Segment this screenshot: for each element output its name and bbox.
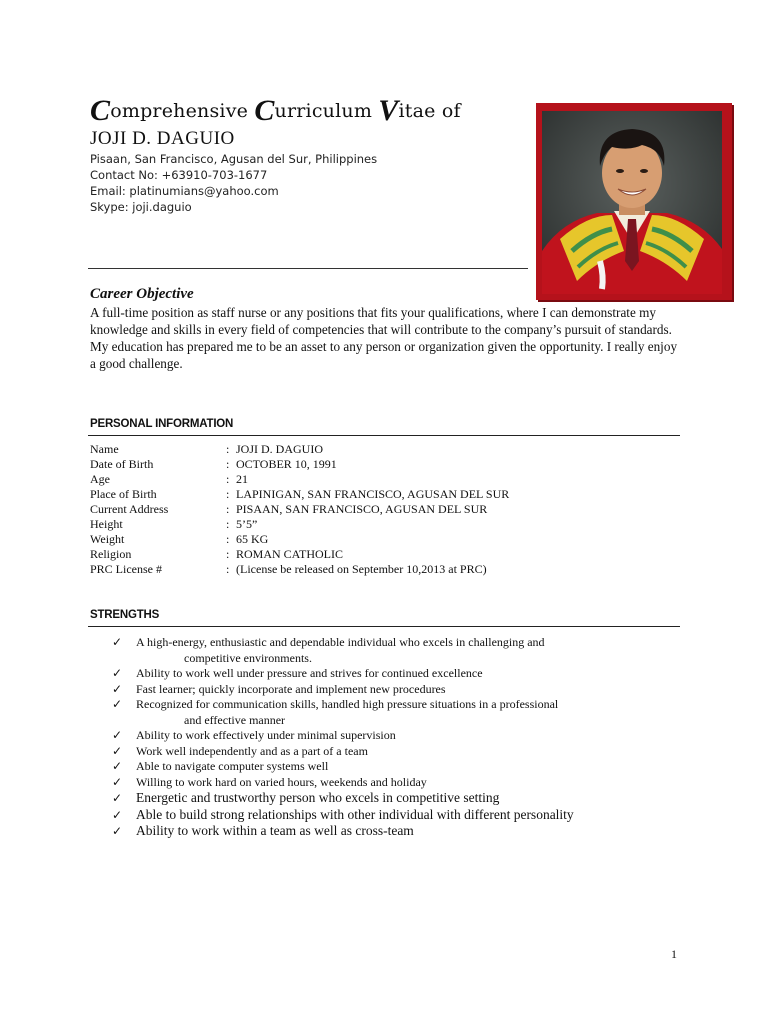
strength-text: A high-energy, enthusiastic and dependable individual who excels in challenging and [136,635,545,649]
field-label: Religion [90,547,132,561]
field-label: Age [90,472,110,486]
email-line: Email: platinumians@yahoo.com [90,184,279,198]
list-item [112,759,672,775]
checkmark-icon: ✓ [112,759,123,773]
field-separator: : [226,457,230,471]
strength-text: Ability to work well under pressure and strives for continued excellence [136,666,483,680]
strength-text: Ability to work effectively under minimal supervision [136,728,396,742]
list-item [112,823,672,840]
field-separator: : [226,517,230,531]
field-value: 5’5” [236,517,258,531]
strength-text: Fast learner; quickly incorporate and implement new procedures [136,681,446,696]
title-initial-v: V [378,94,399,127]
strength-text: Willing to work hard on varied hours, weekends and holiday [136,774,427,789]
applicant-name: JOJI D. DAGUIO [90,128,235,149]
title-word-vitae: itae of [398,100,461,122]
checkmark-icon: ✓ [112,791,123,805]
document-title [90,94,461,127]
list-item [112,728,672,744]
list-item [112,775,672,791]
field-separator: : [226,502,230,516]
strength-text: Recognized for communication skills, handled high pressure situations in a professional [136,697,559,711]
field-value: 65 KG [236,532,269,546]
list-item [112,790,672,807]
phone-line: Contact No: +63910-703-1677 [90,168,268,182]
profile-photo [542,111,722,294]
field-label: Date of Birth [90,457,154,471]
title-initial-c2: C [254,94,275,127]
personal-info-divider [88,435,680,436]
checkmark-icon: ✓ [112,697,123,711]
field-value: (License be released on September 10,2013 at PRC) [236,562,487,576]
field-separator: : [226,532,230,546]
strength-text: Work well independently and as a part of a team [136,743,368,758]
field-label: Weight [90,532,125,546]
field-separator: : [226,547,230,561]
field-label: Name [90,442,119,456]
field-value: OCTOBER 10, 1991 [236,457,337,471]
checkmark-icon: ✓ [112,681,123,696]
header-divider [88,268,528,269]
strengths-heading: STRENGTHS [90,609,160,621]
field-label: PRC License # [90,562,162,576]
list-item [112,744,672,760]
field-value: 21 [236,472,248,486]
field-label: Place of Birth [90,487,157,501]
strength-text: Able to build strong relationships with other individual with different personality [136,806,574,822]
profile-photo-frame [536,103,732,300]
field-separator: : [226,442,230,456]
list-item [112,697,672,728]
field-value: PISAAN, SAN FRANCISCO, AGUSAN DEL SUR [236,502,488,516]
strengths-divider [88,626,680,627]
contact-block [90,151,377,215]
field-value: JOJI D. DAGUIO [236,442,323,456]
address-line: Pisaan, San Francisco, Agusan del Sur, Philippines [90,152,378,166]
checkmark-icon: ✓ [112,774,123,789]
field-value: ROMAN CATHOLIC [236,547,344,561]
field-label: Current Address [90,502,169,516]
checkmark-icon: ✓ [112,635,123,649]
skype-line: Skype: joji.daguio [90,200,192,214]
personal-info-heading: PERSONAL INFORMATION [90,418,234,430]
field-label: Height [90,517,123,531]
page-number: 1 [671,947,677,961]
list-item [112,635,672,666]
list-item [112,666,672,682]
checkmark-icon: ✓ [112,728,123,742]
strength-text: Able to navigate computer systems well [136,759,329,773]
field-separator: : [226,487,230,501]
graduation-portrait-icon [542,111,722,294]
checkmark-icon: ✓ [112,824,123,838]
checkmark-icon: ✓ [112,743,123,758]
title-initial-c: C [90,94,111,127]
strength-text: Energetic and trustworthy person who excels in competitive setting [136,790,500,805]
strengths-list [112,635,672,840]
strength-continuation: and effective manner [184,712,286,727]
field-separator: : [226,472,230,486]
career-objective-text: A full-time position as staff nurse or any positions that fits your qualifications, where I can demonstrate my knowledge and skills in every field of competencies that will contribute to the company’s pursuit of standards. My education has prepared me to be an asset to any person or organization given the opportunity. I really enjoy a good challenge. [90,305,678,371]
career-objective-heading: Career Objective [90,286,194,302]
strength-continuation: competitive environments. [184,650,312,665]
title-word-curriculum: urriculum [274,100,379,122]
title-word-comprehensive: omprehensive [110,100,255,122]
checkmark-icon: ✓ [112,807,123,822]
list-item [112,807,672,824]
checkmark-icon: ✓ [112,666,123,680]
strength-text: Ability to work within a team as well as cross-team [136,823,414,838]
field-separator: : [226,562,230,576]
list-item [112,682,672,698]
field-value: LAPINIGAN, SAN FRANCISCO, AGUSAN DEL SUR [236,487,510,501]
